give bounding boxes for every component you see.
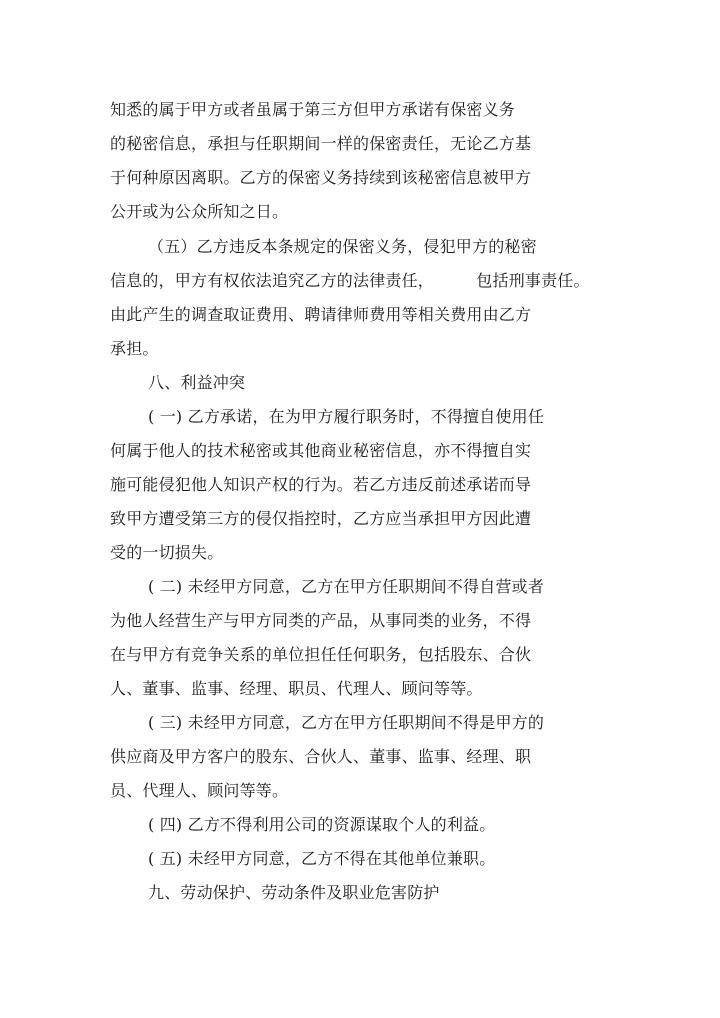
text-line: ( 一) 乙方承诺，在为甲方履行职务时，不得擅自使用任 <box>148 407 545 426</box>
text-line: 信息的，甲方有权依法追究乙方的法律责任， 包括刑事责任。 <box>110 271 590 290</box>
text-line: 承担。 <box>110 339 159 358</box>
text-line: （五）乙方违反本条规定的保密义务，侵犯甲方的秘密 <box>148 237 537 256</box>
text-line: 致甲方遭受第三方的侵仅指控时，乙方应当承担甲方因此遭 <box>110 509 532 528</box>
text-line: 员、代理人、顾问等等。 <box>110 781 289 800</box>
text-line: 为他人经营生产与甲方同类的产品，从事同类的业务，不得 <box>110 611 532 630</box>
text-line: 供应商及甲方客户的股东、合伙人、董事、监事、经理、职 <box>110 747 532 766</box>
section-heading: 九、劳动保护、劳动条件及职业危害防护 <box>148 883 440 902</box>
text-line: 的秘密信息，承担与任职期间一样的保密责任，无论乙方基 <box>110 134 532 153</box>
text-line: 知悉的属于甲方或者虽属于第三方但甲方承诺有保密义务 <box>110 100 516 119</box>
text-line: 施可能侵犯他人知识产权的行为。若乙方违反前述承诺而导 <box>110 475 532 494</box>
text-line: ( 四) 乙方不得利用公司的资源谋取个人的利益。 <box>148 815 496 834</box>
text-line: 在与甲方有竞争关系的单位担任任何职务，包括股东、合伙 <box>110 645 532 664</box>
text-line: 由此产生的调查取证费用、聘请律师费用等相关费用由乙方 <box>110 305 532 324</box>
text-line: 何属于他人的技术秘密或其他商业秘密信息，亦不得擅自实 <box>110 441 532 460</box>
section-heading: 八、利益冲突 <box>148 373 246 392</box>
text-line: 于何种原因离职。乙方的保密义务持续到该秘密信息被甲方 <box>110 168 532 187</box>
text-line: ( 二) 未经甲方同意，乙方在甲方任职期间不得自营或者 <box>148 577 545 596</box>
text-line: 人、董事、监事、经理、职员、代理人、顾问等等。 <box>110 679 483 698</box>
text-line: 受的一切损失。 <box>110 543 224 562</box>
text-line: 公开或为公众所知之日。 <box>110 202 289 221</box>
text-line: ( 五) 未经甲方同意，乙方不得在其他单位兼职。 <box>148 849 496 868</box>
text-line: ( 三) 未经甲方同意，乙方在甲方任职期间不得是甲方的 <box>148 713 545 732</box>
